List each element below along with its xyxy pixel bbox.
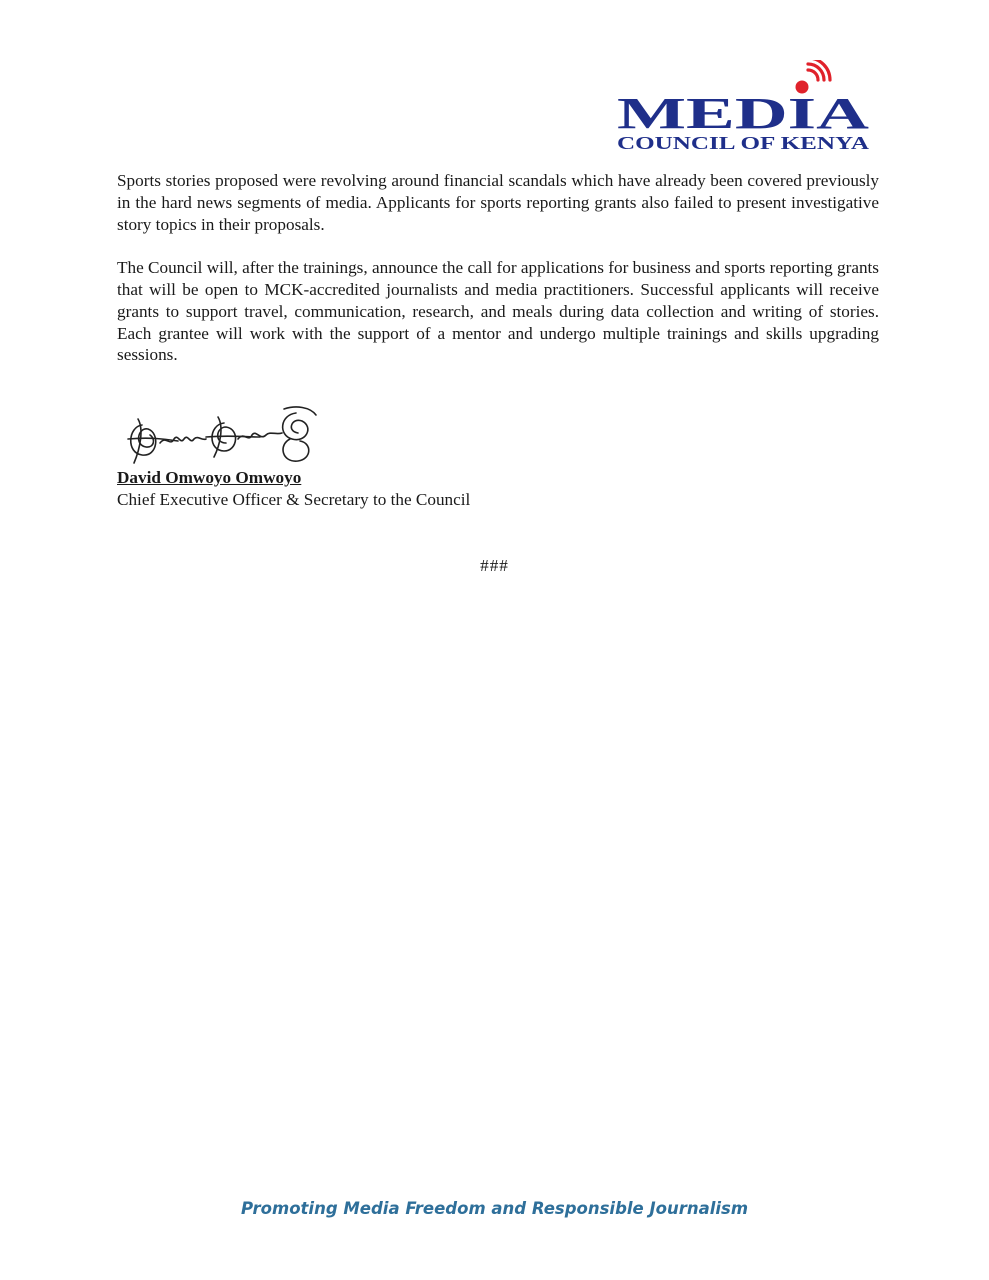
letter-body [117,170,879,388]
footer-tagline: Promoting Media Freedom and Responsible Journalism [240,1199,749,1218]
logo-graphic [612,60,877,155]
media-council-logo [612,60,877,155]
end-of-document-mark: ### [480,556,509,575]
signer-name: David Omwoyo Omwoyo [117,468,302,487]
logo-wordmark: MEDIA [617,89,870,138]
signal-icon [808,60,830,80]
logo-subtitle: COUNCIL OF KENYA [617,133,869,153]
handwritten-signature [120,405,320,470]
paragraph-council-call: The Council will, after the trainings, announce the call for applications for business and sports reporting grants that will be open to MCK-accredited journalists and media practitioners. Successful applicants will receive grants to support travel, communication, research, and meals during data collection and writing of stories. Each grantee will work with the support of a mentor and undergo multiple trainings and skills upgrading sessions. [117,258,879,365]
paragraph-sports-stories: Sports stories proposed were revolving around financial scandals which have already been covered previously in the hard news segments of media. Applicants for sports reporting grants also failed to present investigative story topics in their proposals. [117,171,879,234]
signer-title: Chief Executive Officer & Secretary to the Council [117,490,471,509]
